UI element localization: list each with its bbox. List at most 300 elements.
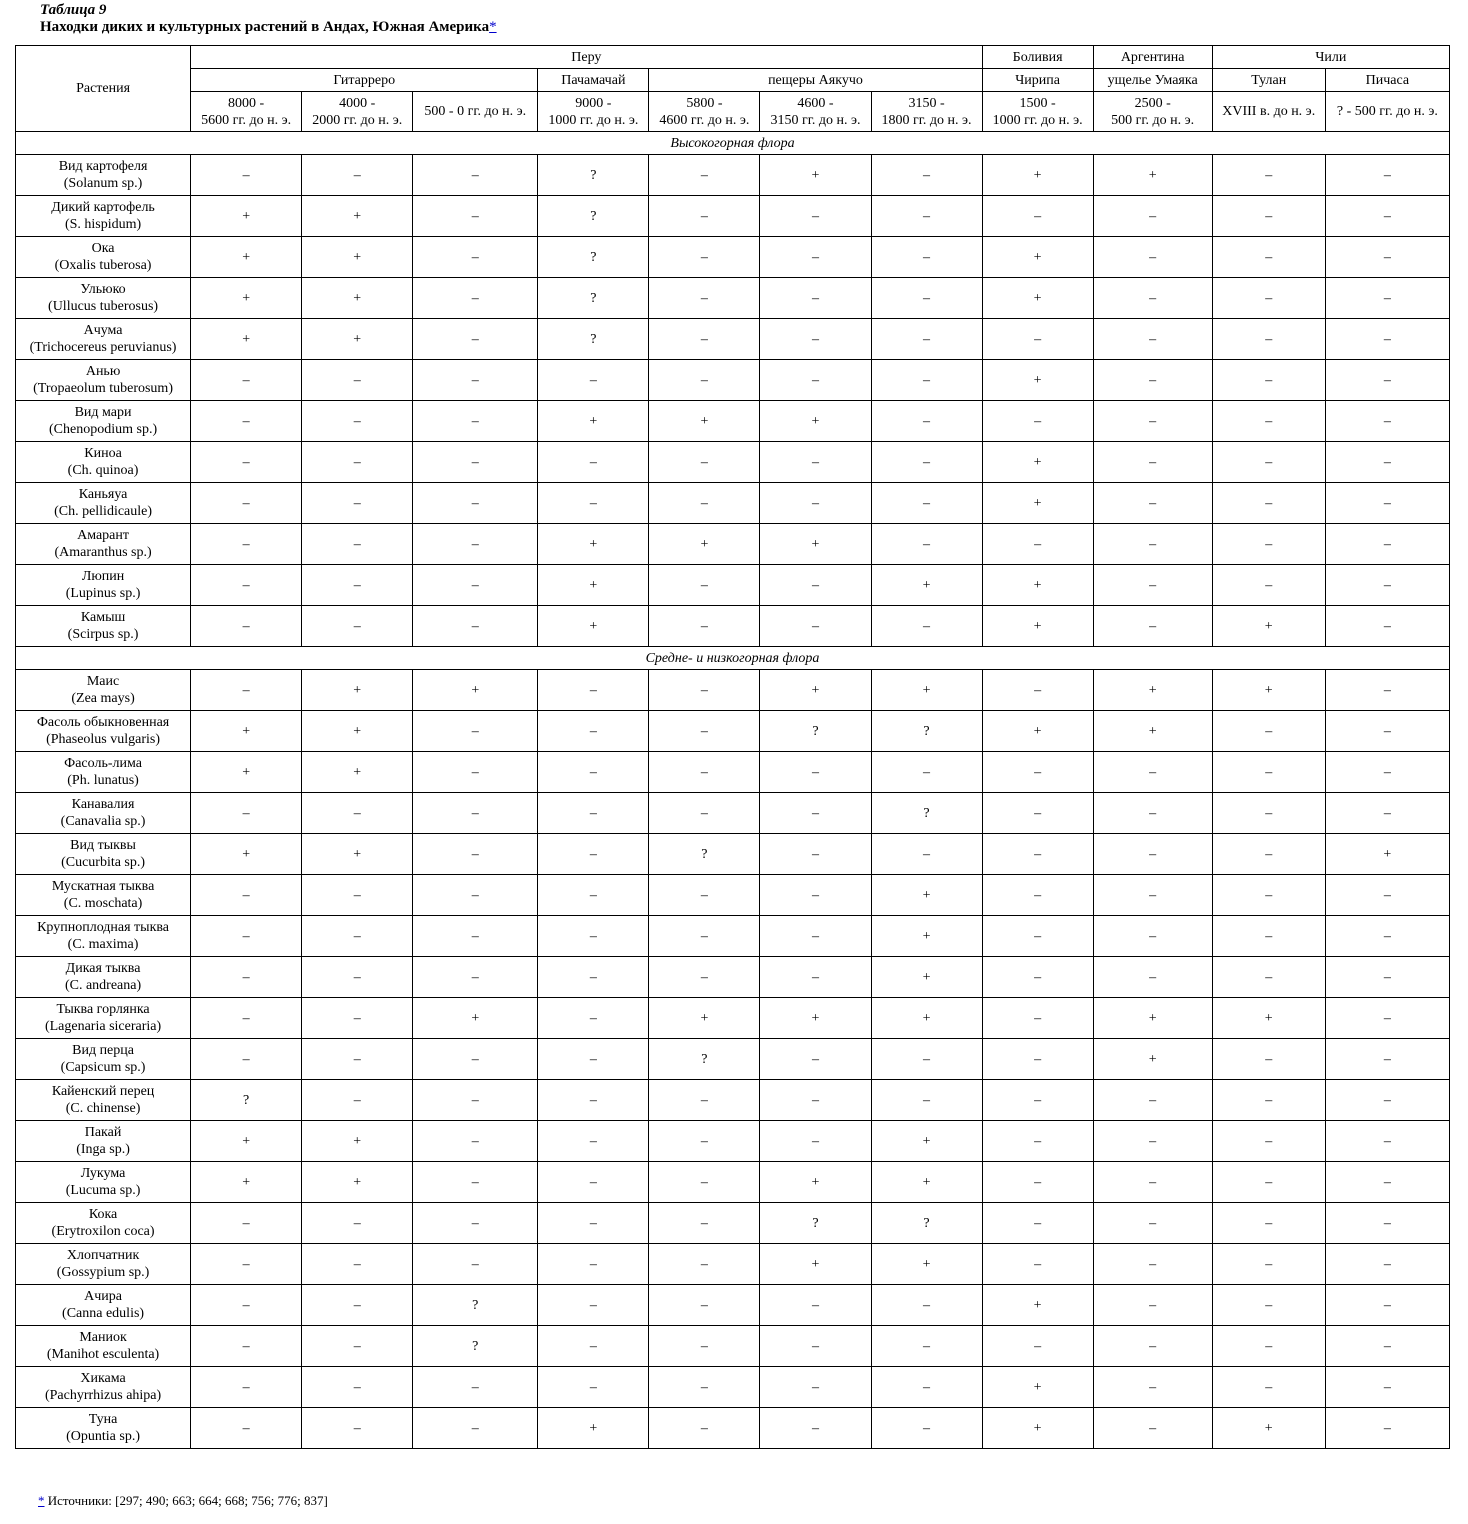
finding-cell: –: [982, 1162, 1093, 1203]
finding-cell: –: [1325, 606, 1449, 647]
plant-cell: [16, 1039, 191, 1080]
site-header: Чирипа: [982, 69, 1093, 92]
finding-cell: –: [982, 1326, 1093, 1367]
finding-cell: –: [302, 442, 413, 483]
finding-cell: –: [1212, 875, 1325, 916]
plant-name: Пакай: [84, 1125, 122, 1140]
period-header: [191, 92, 302, 132]
finding-cell: –: [191, 360, 302, 401]
plant-latin-name: (Solanum sp.): [63, 176, 143, 191]
finding-cell: +: [982, 711, 1093, 752]
finding-cell: –: [191, 1203, 302, 1244]
finding-cell: +: [1212, 670, 1325, 711]
finding-cell: –: [413, 155, 538, 196]
finding-cell: –: [302, 1080, 413, 1121]
plant-latin-name: (Pachyrrhizus ahipa): [44, 1388, 162, 1403]
table-caption: [40, 2, 497, 36]
table-row: [16, 957, 1450, 998]
finding-cell: +: [982, 360, 1093, 401]
finding-cell: –: [649, 155, 760, 196]
table-row: [16, 1285, 1450, 1326]
finding-cell: ?: [538, 319, 649, 360]
finding-cell: –: [413, 875, 538, 916]
finding-cell: +: [538, 606, 649, 647]
finding-cell: –: [871, 196, 982, 237]
plant-latin-name: (Erytroxilon coca): [51, 1224, 155, 1239]
section-title: Средне- и низкогорная флора: [16, 647, 1450, 670]
finding-cell: –: [413, 606, 538, 647]
finding-cell: –: [1325, 360, 1449, 401]
finding-cell: –: [982, 916, 1093, 957]
finding-cell: –: [760, 1408, 871, 1449]
footnote: [38, 1493, 328, 1509]
finding-cell: –: [538, 1162, 649, 1203]
finding-cell: –: [649, 1203, 760, 1244]
period-text: 1000 гг. до н. э.: [992, 112, 1083, 128]
plant-latin-name: (C. andreana): [64, 978, 142, 993]
finding-cell: –: [760, 606, 871, 647]
finding-cell: –: [760, 793, 871, 834]
finding-cell: +: [1212, 1408, 1325, 1449]
finding-cell: –: [649, 1326, 760, 1367]
finding-cell: –: [538, 998, 649, 1039]
table-row: [16, 875, 1450, 916]
table-number: Таблица 9: [40, 2, 107, 18]
finding-cell: –: [649, 752, 760, 793]
table-row: [16, 606, 1450, 647]
finding-cell: ?: [538, 196, 649, 237]
period-header: [538, 92, 649, 132]
finding-cell: –: [649, 793, 760, 834]
plant-latin-name: (Trichocereus peruvianus): [29, 340, 177, 355]
finding-cell: –: [649, 196, 760, 237]
finding-cell: –: [871, 319, 982, 360]
plant-cell: [16, 834, 191, 875]
section-row: [16, 647, 1450, 670]
finding-cell: –: [1093, 483, 1212, 524]
finding-cell: –: [538, 916, 649, 957]
plant-name: Ока: [91, 241, 115, 256]
finding-cell: –: [1212, 1162, 1325, 1203]
finding-cell: –: [1212, 834, 1325, 875]
country-header: Чили: [1212, 46, 1449, 69]
finding-cell: –: [760, 565, 871, 606]
finding-cell: ?: [649, 834, 760, 875]
finding-cell: –: [1212, 1080, 1325, 1121]
finding-cell: –: [413, 319, 538, 360]
plant-name: Киноа: [84, 446, 122, 461]
finding-cell: –: [413, 916, 538, 957]
plant-name: Ульюко: [80, 282, 126, 297]
table-row: [16, 1326, 1450, 1367]
finding-cell: –: [1212, 1367, 1325, 1408]
finding-cell: –: [1325, 155, 1449, 196]
table-row: [16, 565, 1450, 606]
finding-cell: –: [538, 1367, 649, 1408]
finding-cell: +: [871, 1162, 982, 1203]
finding-cell: –: [191, 1326, 302, 1367]
finding-cell: –: [1325, 916, 1449, 957]
finding-cell: –: [1212, 957, 1325, 998]
finding-cell: –: [538, 1039, 649, 1080]
finding-cell: –: [1325, 196, 1449, 237]
finding-cell: –: [1093, 360, 1212, 401]
plant-cell: [16, 319, 191, 360]
finding-cell: –: [649, 278, 760, 319]
finding-cell: –: [413, 834, 538, 875]
plant-cell: [16, 1326, 191, 1367]
plant-latin-name: (Cucurbita sp.): [61, 855, 146, 870]
plant-latin-name: (Inga sp.): [76, 1142, 130, 1157]
finding-cell: –: [982, 319, 1093, 360]
plant-cell: [16, 1080, 191, 1121]
table-row: [16, 1203, 1450, 1244]
plant-cell: [16, 793, 191, 834]
finding-cell: –: [1093, 1162, 1212, 1203]
finding-cell: –: [191, 1039, 302, 1080]
plant-name: Мускатная тыква: [51, 879, 155, 894]
plant-cell: [16, 565, 191, 606]
finding-cell: –: [302, 1039, 413, 1080]
plant-latin-name: (Canavalia sp.): [60, 814, 146, 829]
finding-cell: –: [538, 1244, 649, 1285]
finding-cell: –: [649, 1408, 760, 1449]
table-row: [16, 1121, 1450, 1162]
finding-cell: –: [982, 875, 1093, 916]
table-row: [16, 670, 1450, 711]
finding-cell: –: [1093, 196, 1212, 237]
finding-cell: –: [871, 524, 982, 565]
plant-cell: [16, 442, 191, 483]
plant-cell: [16, 360, 191, 401]
plant-name: Туна: [88, 1412, 118, 1427]
finding-cell: +: [191, 752, 302, 793]
table-row: [16, 752, 1450, 793]
plant-name: Фасоль-лима: [64, 756, 142, 771]
period-header: [1093, 92, 1212, 132]
finding-cell: –: [1212, 711, 1325, 752]
finding-cell: –: [538, 957, 649, 998]
finding-cell: –: [1325, 793, 1449, 834]
finding-cell: +: [538, 1408, 649, 1449]
period-header: [649, 92, 760, 132]
period-text: ? - 500 гг. до н. э.: [1336, 104, 1438, 119]
finding-cell: –: [1325, 1039, 1449, 1080]
finding-cell: –: [413, 196, 538, 237]
site-header: Тулан: [1212, 69, 1325, 92]
finding-cell: –: [1212, 483, 1325, 524]
finding-cell: –: [760, 916, 871, 957]
plant-name: Фасоль обыкновенная: [36, 715, 170, 730]
finding-cell: ?: [538, 155, 649, 196]
finding-cell: –: [1325, 237, 1449, 278]
period-header: [760, 92, 871, 132]
finding-cell: +: [982, 442, 1093, 483]
finding-cell: +: [1093, 998, 1212, 1039]
finding-cell: –: [1093, 401, 1212, 442]
plant-name: Дикая тыква: [65, 961, 141, 976]
site-header: Гитарреро: [191, 69, 538, 92]
finding-cell: –: [649, 1367, 760, 1408]
plant-latin-name: (Opuntia sp.): [66, 1429, 140, 1444]
plant-name: Хикама: [80, 1371, 126, 1386]
finding-cell: +: [302, 1121, 413, 1162]
period-header: [1212, 92, 1325, 132]
finding-cell: +: [191, 319, 302, 360]
finding-cell: +: [1093, 670, 1212, 711]
finding-cell: –: [538, 1326, 649, 1367]
finding-cell: ?: [191, 1080, 302, 1121]
table-row: [16, 401, 1450, 442]
plant-latin-name: (Lagenaria siceraria): [44, 1019, 162, 1034]
finding-cell: –: [191, 670, 302, 711]
finding-cell: ?: [413, 1285, 538, 1326]
plant-latin-name: (Zea mays): [71, 691, 135, 706]
finding-cell: –: [191, 1244, 302, 1285]
finding-cell: –: [413, 278, 538, 319]
finding-cell: +: [1093, 155, 1212, 196]
finding-cell: +: [871, 916, 982, 957]
finding-cell: +: [871, 1121, 982, 1162]
finding-cell: –: [302, 401, 413, 442]
period-text: 9000 -: [575, 95, 612, 111]
finding-cell: +: [191, 834, 302, 875]
plant-name: Тыква горлянка: [56, 1002, 150, 1017]
finding-cell: –: [1212, 752, 1325, 793]
table-title: Находки диких и культурных растений в Андах, Южная Америка: [40, 19, 490, 35]
finding-cell: –: [649, 670, 760, 711]
table-row: [16, 196, 1450, 237]
finding-cell: –: [649, 1244, 760, 1285]
period-text: 5600 гг. до н. э.: [201, 112, 292, 128]
finding-cell: –: [413, 483, 538, 524]
finding-cell: –: [538, 711, 649, 752]
finding-cell: +: [871, 998, 982, 1039]
finding-cell: –: [1212, 1121, 1325, 1162]
finding-cell: –: [538, 752, 649, 793]
period-header: [982, 92, 1093, 132]
finding-cell: –: [649, 1285, 760, 1326]
finding-cell: +: [871, 875, 982, 916]
finding-cell: –: [413, 1080, 538, 1121]
plant-latin-name: (Gossypium sp.): [56, 1265, 150, 1280]
finding-cell: –: [1325, 278, 1449, 319]
finding-cell: +: [1093, 1039, 1212, 1080]
finding-cell: –: [871, 278, 982, 319]
period-text: XVIII в. до н. э.: [1222, 104, 1316, 119]
finding-cell: –: [982, 1039, 1093, 1080]
finding-cell: –: [760, 360, 871, 401]
finding-cell: –: [1212, 278, 1325, 319]
finding-cell: –: [1212, 565, 1325, 606]
footnote-link[interactable]: *: [489, 19, 497, 35]
plant-name: Канавалия: [71, 797, 135, 812]
finding-cell: –: [302, 606, 413, 647]
plant-name: Вид картофеля: [58, 159, 148, 174]
plant-cell: [16, 1203, 191, 1244]
plant-name: Ачира: [84, 1289, 122, 1304]
finding-cell: –: [871, 752, 982, 793]
finding-cell: +: [302, 1162, 413, 1203]
finding-cell: –: [191, 401, 302, 442]
finding-cell: –: [982, 1244, 1093, 1285]
finding-cell: –: [982, 1080, 1093, 1121]
finding-cell: +: [871, 670, 982, 711]
period-text: 1000 гг. до н. э.: [548, 112, 639, 128]
period-text: 3150 гг. до н. э.: [770, 112, 861, 128]
finding-cell: –: [191, 483, 302, 524]
finding-cell: –: [871, 237, 982, 278]
finding-cell: –: [302, 1244, 413, 1285]
finding-cell: –: [1325, 1367, 1449, 1408]
finding-cell: –: [760, 957, 871, 998]
finding-cell: –: [871, 155, 982, 196]
finding-cell: –: [1212, 1203, 1325, 1244]
finding-cell: –: [1212, 1039, 1325, 1080]
finding-cell: –: [191, 916, 302, 957]
plant-latin-name: (Capsicum sp.): [60, 1060, 146, 1075]
plant-latin-name: (Ch. pellidicaule): [54, 504, 153, 519]
footnote-marker[interactable]: *: [38, 1493, 45, 1508]
finding-cell: +: [302, 319, 413, 360]
finding-cell: –: [302, 565, 413, 606]
finding-cell: –: [1325, 319, 1449, 360]
finding-cell: –: [982, 524, 1093, 565]
plant-cell: [16, 278, 191, 319]
plant-latin-name: (Lucuma sp.): [65, 1183, 141, 1198]
site-header: пещеры Аякучо: [649, 69, 982, 92]
finding-cell: +: [982, 1408, 1093, 1449]
finding-cell: –: [1212, 196, 1325, 237]
plant-name: Вид тыквы: [70, 838, 136, 853]
finding-cell: –: [1093, 1285, 1212, 1326]
finding-cell: –: [1325, 1285, 1449, 1326]
finding-cell: –: [191, 524, 302, 565]
plant-cell: [16, 1367, 191, 1408]
finding-cell: –: [649, 1162, 760, 1203]
finding-cell: –: [871, 1326, 982, 1367]
finding-cell: –: [982, 196, 1093, 237]
finding-cell: –: [760, 483, 871, 524]
finding-cell: –: [760, 442, 871, 483]
finding-cell: –: [302, 1367, 413, 1408]
plant-cell: [16, 606, 191, 647]
plant-name: Вид мари: [74, 405, 132, 420]
period-text: 2000 гг. до н. э.: [312, 112, 403, 128]
finding-cell: –: [302, 483, 413, 524]
table-row: [16, 524, 1450, 565]
table-row: [16, 155, 1450, 196]
country-header: Аргентина: [1093, 46, 1212, 69]
table-row: [16, 1162, 1450, 1203]
finding-cell: –: [1212, 237, 1325, 278]
period-text: 4600 гг. до н. э.: [659, 112, 750, 128]
finding-cell: –: [538, 834, 649, 875]
finding-cell: –: [302, 998, 413, 1039]
finding-cell: +: [649, 524, 760, 565]
finding-cell: –: [760, 1326, 871, 1367]
period-header: [1325, 92, 1449, 132]
plant-name: Вид перца: [72, 1043, 134, 1058]
plant-cell: [16, 401, 191, 442]
plant-cell: [16, 1162, 191, 1203]
plant-cell: [16, 998, 191, 1039]
finding-cell: –: [191, 606, 302, 647]
finding-cell: –: [1325, 565, 1449, 606]
finding-cell: +: [191, 196, 302, 237]
finding-cell: –: [1093, 1203, 1212, 1244]
header-row-countries: [16, 46, 1450, 69]
finding-cell: –: [982, 957, 1093, 998]
finding-cell: –: [302, 1285, 413, 1326]
finding-cell: –: [413, 1162, 538, 1203]
finding-cell: –: [1325, 1244, 1449, 1285]
finding-cell: –: [538, 360, 649, 401]
finding-cell: +: [302, 196, 413, 237]
plant-cell: [16, 957, 191, 998]
plant-name: Дикий картофель: [51, 200, 155, 215]
finding-cell: –: [302, 155, 413, 196]
finding-cell: –: [538, 1285, 649, 1326]
plant-latin-name: (C. moschata): [63, 896, 143, 911]
finding-cell: –: [1212, 1285, 1325, 1326]
plant-latin-name: (Tropaeolum tuberosum): [33, 381, 173, 396]
plant-latin-name: (C. maxima): [67, 937, 139, 952]
finding-cell: –: [1325, 670, 1449, 711]
finding-cell: –: [1212, 155, 1325, 196]
plant-name: Анью: [85, 364, 121, 379]
plant-cell: [16, 916, 191, 957]
finding-cell: –: [1093, 524, 1212, 565]
finding-cell: –: [982, 834, 1093, 875]
finding-cell: +: [871, 565, 982, 606]
plant-name: Кока: [88, 1207, 118, 1222]
finding-cell: +: [982, 1285, 1093, 1326]
finding-cell: –: [649, 875, 760, 916]
finding-cell: +: [1093, 711, 1212, 752]
finding-cell: –: [760, 196, 871, 237]
site-header: ущелье Умаяка: [1093, 69, 1212, 92]
finding-cell: +: [191, 1121, 302, 1162]
plant-cell: [16, 524, 191, 565]
finding-cell: –: [413, 401, 538, 442]
table-row: [16, 998, 1450, 1039]
finding-cell: –: [871, 1039, 982, 1080]
table-row: [16, 278, 1450, 319]
finding-cell: –: [191, 1367, 302, 1408]
finding-cell: –: [1093, 957, 1212, 998]
finding-cell: +: [982, 1367, 1093, 1408]
finding-cell: –: [871, 1285, 982, 1326]
plant-latin-name: (Oxalis tuberosa): [54, 258, 152, 273]
plant-cell: [16, 1121, 191, 1162]
finding-cell: –: [302, 916, 413, 957]
plant-name: Ачума: [83, 323, 123, 338]
plants-header: Растения: [16, 46, 191, 132]
plant-name: Маис: [86, 674, 120, 689]
finding-cell: –: [871, 1367, 982, 1408]
finding-cell: +: [191, 1162, 302, 1203]
finding-cell: –: [1093, 1367, 1212, 1408]
finding-cell: –: [760, 1039, 871, 1080]
finding-cell: –: [538, 670, 649, 711]
finding-cell: –: [191, 875, 302, 916]
finding-cell: –: [1093, 319, 1212, 360]
country-header: Перу: [191, 46, 982, 69]
period-text: 1800 гг. до н. э.: [881, 112, 972, 128]
finding-cell: +: [413, 998, 538, 1039]
finding-cell: –: [1212, 1326, 1325, 1367]
